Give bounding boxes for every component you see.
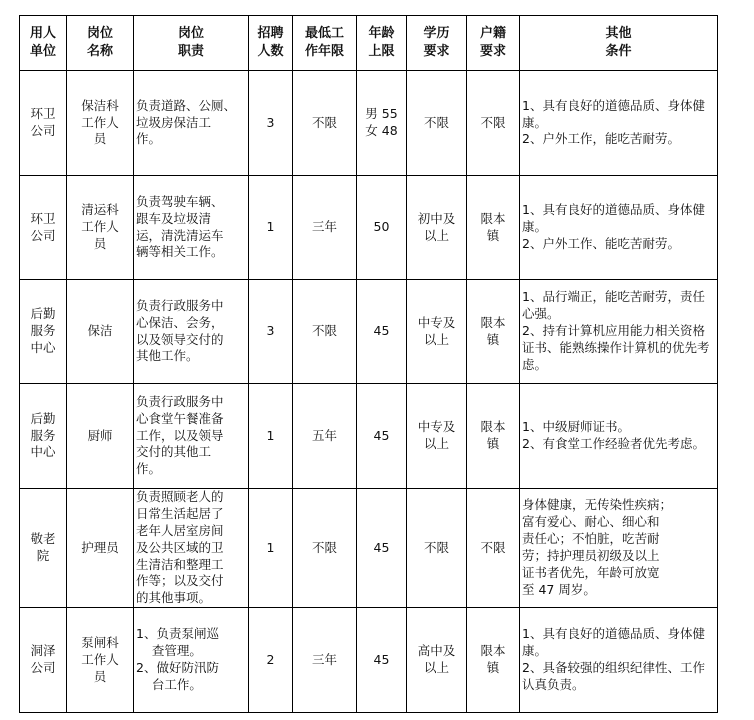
- cell-position: 泵闸科 工作人 员: [67, 608, 134, 713]
- cell-position: 保洁: [67, 280, 134, 384]
- table-row: [20, 176, 718, 280]
- cell-count: 3: [249, 280, 293, 384]
- cell-experience: 不限: [293, 280, 357, 384]
- cell-unit: 环卫 公司: [20, 71, 67, 176]
- cell-unit: 后勤 服务 中心: [20, 384, 67, 489]
- cell-unit: 后勤 服务 中心: [20, 280, 67, 384]
- cell-household: 限本 镇: [467, 608, 520, 713]
- cell-other: [520, 280, 718, 384]
- header-count: 招聘 人数: [249, 16, 293, 71]
- cell-position: 护理员: [67, 489, 134, 608]
- cell-position: 厨师: [67, 384, 134, 489]
- condition-item: 2、具备较强的组织纪律性、工作认真负责。: [522, 660, 705, 692]
- condition-item: 2、有食堂工作经验者优先考虑。: [522, 436, 705, 451]
- header-experience: 最低工 作年限: [293, 16, 357, 71]
- header-unit: 用人 单位: [20, 16, 67, 71]
- cell-count: 1: [249, 384, 293, 489]
- cell-other: 身体健康，无传染性疾病； 富有爱心、耐心、细心和 责任心；不怕脏，吃苦耐 劳；持护理员初级及以上 证书者优先，年龄可放宽 至 47 周岁。: [520, 489, 718, 608]
- header-age: 年龄 上限: [357, 16, 407, 71]
- table-row: [20, 280, 718, 384]
- cell-count: 1: [249, 176, 293, 280]
- table-row: [20, 384, 718, 489]
- cell-count: 2: [249, 608, 293, 713]
- cell-education: 中专及 以上: [407, 384, 467, 489]
- cell-household: 限本 镇: [467, 384, 520, 489]
- header-household: 户籍 要求: [467, 16, 520, 71]
- cell-age: 45: [357, 608, 407, 713]
- cell-education: 不限: [407, 71, 467, 176]
- cell-experience: 三年: [293, 176, 357, 280]
- cell-other: [520, 71, 718, 176]
- condition-item: 1、具有良好的道德品质、身体健康。: [522, 626, 705, 659]
- header-education: 学历 要求: [407, 16, 467, 71]
- cell-education: 初中及 以上: [407, 176, 467, 280]
- cell-count: 1: [249, 489, 293, 608]
- cell-education: 中专及 以上: [407, 280, 467, 384]
- cell-duty: 负责驾驶车辆、 跟车及垃圾清 运，清洗清运车 辆等相关工作。: [134, 176, 249, 280]
- cell-education: 不限: [407, 489, 467, 608]
- cell-age: 男 55 女 48: [357, 71, 407, 176]
- cell-household: 不限: [467, 71, 520, 176]
- header-duty: 岗位 职责: [134, 16, 249, 71]
- cell-duty: 1、负责泵闸巡 查管理。 2、做好防汛防 台工作。: [134, 608, 249, 713]
- cell-unit: 环卫 公司: [20, 176, 67, 280]
- cell-age: 50: [357, 176, 407, 280]
- condition-item: 2、持有计算机应用能力相关资格证书、能熟练操作计算机的优先考虑。: [522, 323, 710, 372]
- condition-item: 2、户外工作，能吃苦耐劳。: [522, 131, 680, 147]
- cell-count: 3: [249, 71, 293, 176]
- cell-unit: 洞泽 公司: [20, 608, 67, 713]
- cell-other: [520, 608, 718, 713]
- condition-item: 1、品行端正，能吃苦耐劳，责任心强。: [522, 289, 705, 322]
- table-row: [20, 608, 718, 713]
- cell-household: 不限: [467, 489, 520, 608]
- table-row: [20, 489, 718, 608]
- cell-other: [520, 176, 718, 280]
- cell-duty: 负责行政服务中 心保洁、会务， 以及领导交付的 其他工作。: [134, 280, 249, 384]
- cell-age: 45: [357, 489, 407, 608]
- cell-duty: 负责照顾老人的 日常生活起居了 老年人居室房间 及公共区域的卫 生清洁和整理工 作等；以及交付 的其他事项。: [134, 489, 249, 608]
- cell-experience: 不限: [293, 71, 357, 176]
- cell-household: 限本 镇: [467, 176, 520, 280]
- cell-experience: 五年: [293, 384, 357, 489]
- header-row: [20, 16, 718, 71]
- condition-item: 1、具有良好的道德品质、身体健康。: [522, 97, 705, 130]
- cell-other: [520, 384, 718, 489]
- cell-unit: 敬老 院: [20, 489, 67, 608]
- header-other: 其他 条件: [520, 16, 718, 71]
- cell-position: 清运科 工作人 员: [67, 176, 134, 280]
- cell-age: 45: [357, 280, 407, 384]
- cell-position: 保洁科 工作人 员: [67, 71, 134, 176]
- cell-age: 45: [357, 384, 407, 489]
- cell-experience: 三年: [293, 608, 357, 713]
- recruitment-table: [19, 15, 718, 713]
- cell-duty: 负责行政服务中 心食堂午餐准备 工作，以及领导 交付的其他工 作。: [134, 384, 249, 489]
- condition-item: 1、中级厨师证书。: [522, 419, 630, 435]
- condition-item: 1、具有良好的道德品质、身体健康。: [522, 202, 705, 235]
- cell-duty: 负责道路、公厕、 垃圾房保洁工 作。: [134, 71, 249, 176]
- cell-education: 高中及 以上: [407, 608, 467, 713]
- condition-item: 2、户外工作、能吃苦耐劳。: [522, 235, 680, 251]
- cell-experience: 不限: [293, 489, 357, 608]
- table-row: [20, 71, 718, 176]
- cell-household: 限本 镇: [467, 280, 520, 384]
- header-position: 岗位 名称: [67, 16, 134, 71]
